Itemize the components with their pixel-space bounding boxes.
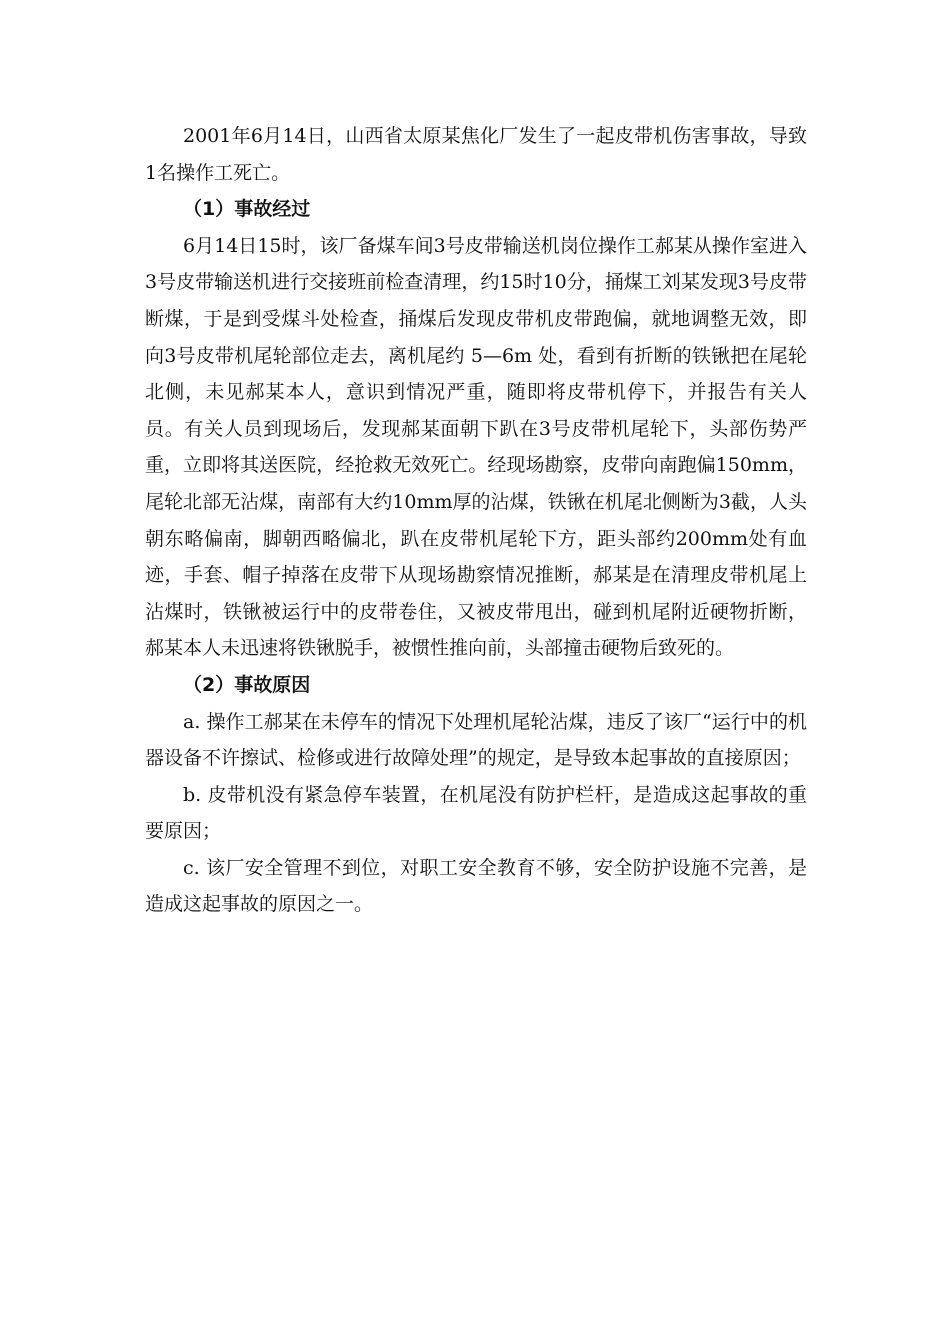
accident-process-paragraph: 6月14日15时，该厂备煤车间3号皮带输送机岗位操作工郝某从操作室进入3号皮带输送机进行交接班前检查清理，约15时10分，捅煤工刘某发现3号皮带断煤，于是到受煤斗处检查，捅煤后发现皮带机皮带跑偏，就地调整无效，即向3号皮带机尾轮部位走去，离机尾约 5—6m 处，看到有折断的铁锹把在尾轮北侧，未见郝某本人，意识到情况严重，随即将皮带机停下，并报告有关人员。有关人员到现场后，发现郝某面朝下趴在3号皮带机尾轮下，头部伤势严重，立即将其送医院，经抢救无效死亡。经现场勘察，皮带向南跑偏150mm，尾轮北部无沾煤，南部有大约10mm厚的沾煤，铁锹在机尾北侧断为3截，人头朝东略偏南，脚朝西略偏北，趴在皮带机尾轮下方，距头部约200mm处有血迹，手套、帽子掉落在皮带下从现场勘察情况推断，郝某是在清理皮带机尾上沾煤时，铁锹被运行中的皮带卷住，又被皮带甩出，碰到机尾附近硬物折断，郝某本人未迅速将铁锹脱手，被惯性推向前，头部撞击硬物后致死的。 bbox=[145, 234, 807, 660]
cause-item-b: b. 皮带机没有紧急停车装置，在机尾没有防护栏杆，是造成这起事故的重要原因； bbox=[145, 783, 807, 843]
document-body bbox=[145, 118, 807, 923]
intro-paragraph: 2001年6月14日，山西省太原某焦化厂发生了一起皮带机伤害事故，导致1名操作工死亡。 bbox=[145, 125, 807, 184]
cause-item-a: a. 操作工郝某在未停车的情况下处理机尾轮沾煤，违反了该厂“运行中的机器设备不许擦试、检修或进行故障处理”的规定，是导致本起事故的直接原因； bbox=[145, 710, 807, 770]
section-heading-accident-process: （1）事故经过 bbox=[183, 198, 311, 221]
section-heading-accident-cause: （2）事故原因 bbox=[183, 673, 311, 696]
cause-item-c: c. 该厂安全管理不到位，对职工安全教育不够，安全防护设施不完善，是造成这起事故的原因之一。 bbox=[145, 856, 807, 916]
